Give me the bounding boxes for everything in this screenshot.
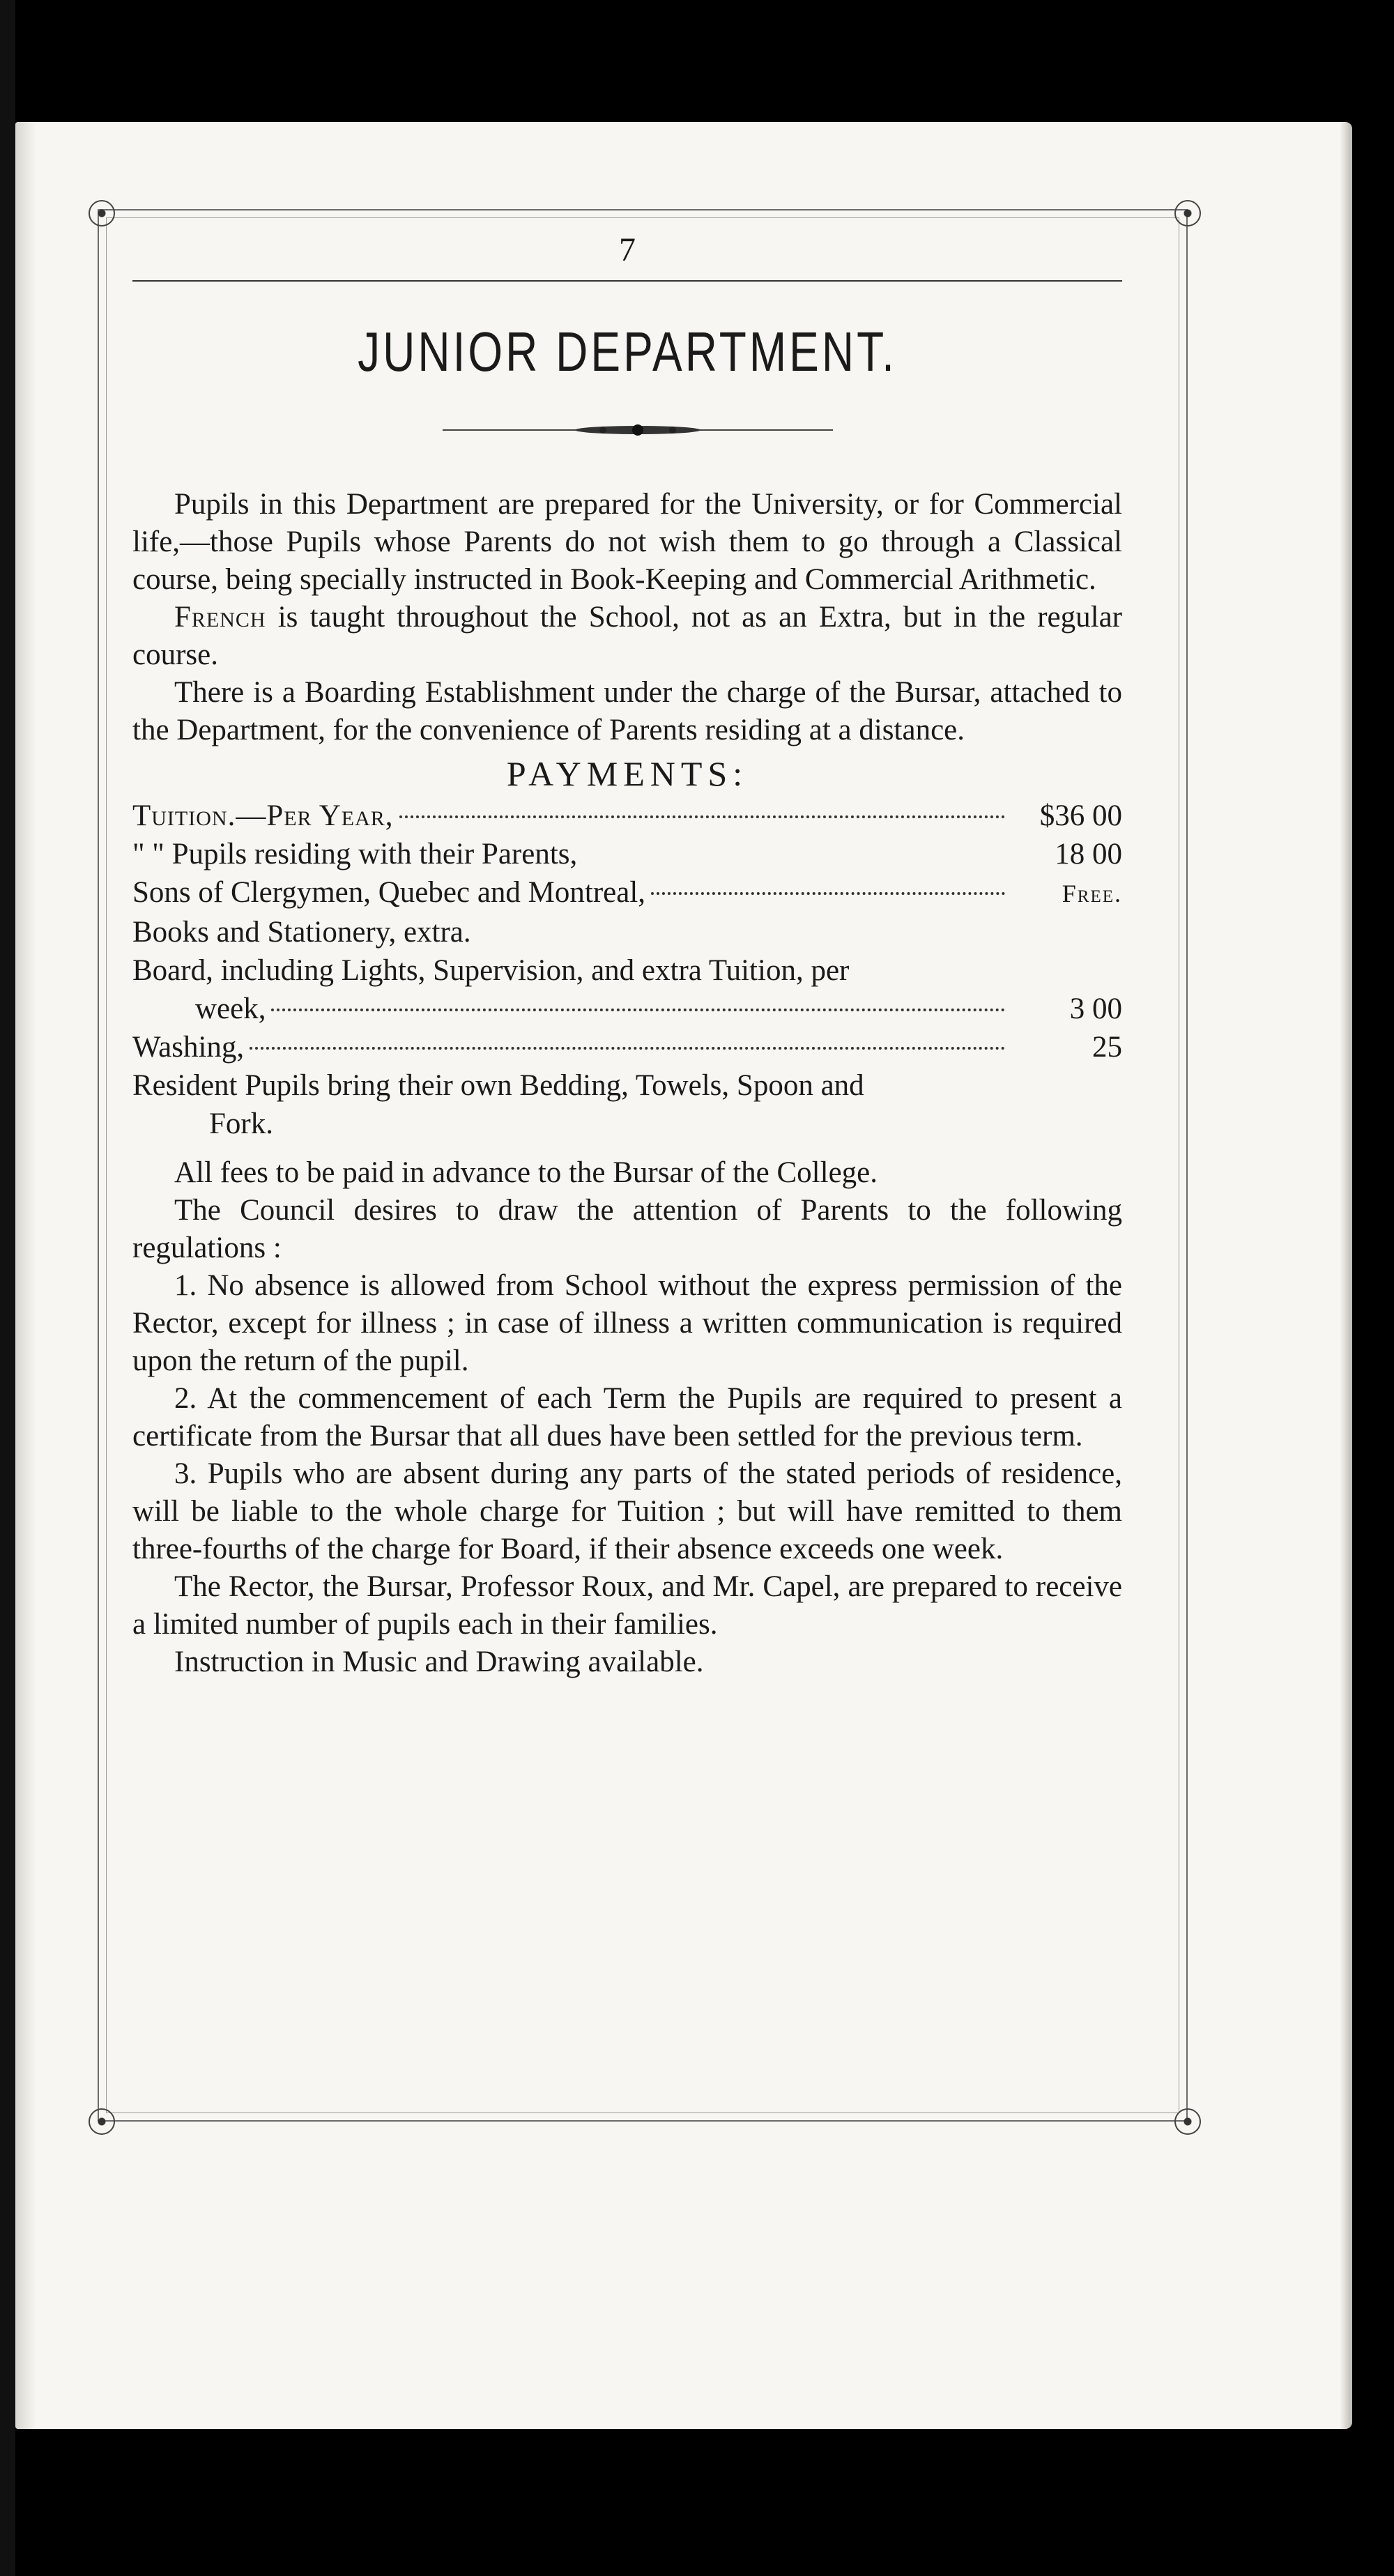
rector-paragraph: The Rector, the Bursar, Professor Roux, and Mr. Capel, are prepared to receive a limited number of pupils each in their families. [132,1570,1122,1641]
council-paragraph: The Council desires to draw the attention of Parents to the following regulations : [132,1194,1122,1264]
fee-row-day-pupils [132,835,1122,873]
french-text: is taught throughout the School, not as an Extra, but in the regular course. [132,601,1122,671]
fee-label: week, [195,992,266,1025]
fee-amount: 3 00 [1069,992,1122,1025]
music-paragraph: Instruction in Music and Drawing available. [174,1646,704,1678]
fee-amount: Free. [1062,880,1122,907]
fee-amount: 18 00 [1055,838,1122,871]
fee-label: Sons of Clergymen, Quebec and Montreal, [132,876,646,909]
regulation-3: 3. Pupils who are absent during any parts of the stated periods of residence, will be liable to the whole charge for Tuition ; but will have remitted to them three-fourths of the charge for Board, if their absence exceeds one week. [132,1457,1122,1565]
fees-paragraph: All fees to be paid in advance to the Bursar of the College. [174,1156,878,1189]
page-number: 7 [619,231,636,268]
fee-row-board: Board, including Lights, Supervision, and extra Tuition, per [132,954,850,987]
scan-border [0,0,15,2576]
corner-ornament-icon [1174,200,1201,227]
fee-row-washing [132,1028,1122,1066]
payments-heading: PAYMENTS: [506,754,749,793]
leader-dots [250,1047,1005,1050]
leader-dots [271,1009,1005,1011]
document-body [132,486,1122,1681]
french-paragraph [132,599,1122,674]
french-lead: French [174,601,266,634]
fee-row-resident: Resident Pupils bring their own Bedding, Towels, Spoon and [132,1069,864,1102]
boarding-paragraph: There is a Boarding Establishment under the charge of the Bursar, attached to the Department, for the convenience of Parents residing at a distance. [132,676,1122,746]
fee-amount: 25 [1092,1031,1122,1064]
fee-row-resident-cont: Fork. [209,1107,273,1140]
fee-row-tuition [132,797,1122,835]
corner-ornament-icon [89,200,115,227]
fee-amount: $36 00 [1039,799,1122,832]
page-title: JUNIOR DEPARTMENT. [358,320,897,383]
spacer [132,1143,1122,1154]
fee-row-books: Books and Stationery, extra. [132,916,471,949]
page-edge-shadow [1340,122,1352,2429]
fee-row-clergy-sons [132,873,1122,913]
fee-label: Washing, [132,1031,245,1064]
fee-label: Tuition.—Per Year, [132,799,394,832]
regulation-2: 2. At the commencement of each Term the Pupils are required to present a certificate from the Bursar that all dues have been settled for the previous term. [132,1382,1122,1452]
leader-dots [399,815,1005,818]
fee-row-board-week [132,990,1122,1028]
intro-paragraph: Pupils in this Department are prepared for the University, or for Commercial life,—those Pupils whose Parents do not wish them to go through a Classical course, being specially instructed in Book-Keeping and Commercial Arithmetic. [132,488,1122,596]
corner-ornament-icon [1174,2108,1201,2135]
header-rule [132,280,1122,282]
page-content [132,230,1150,1681]
fee-label: " " Pupils residing with their Parents, [132,838,578,871]
regulation-1: 1. No absence is allowed from School without the express permission of the Rector, except for illness ; in case of illness a written communication is required upon the return of the pupil. [132,1269,1122,1377]
title-ornament-icon [443,420,833,440]
page-gutter-shadow [15,122,36,2429]
leader-dots [651,892,1005,895]
corner-ornament-icon [89,2108,115,2135]
